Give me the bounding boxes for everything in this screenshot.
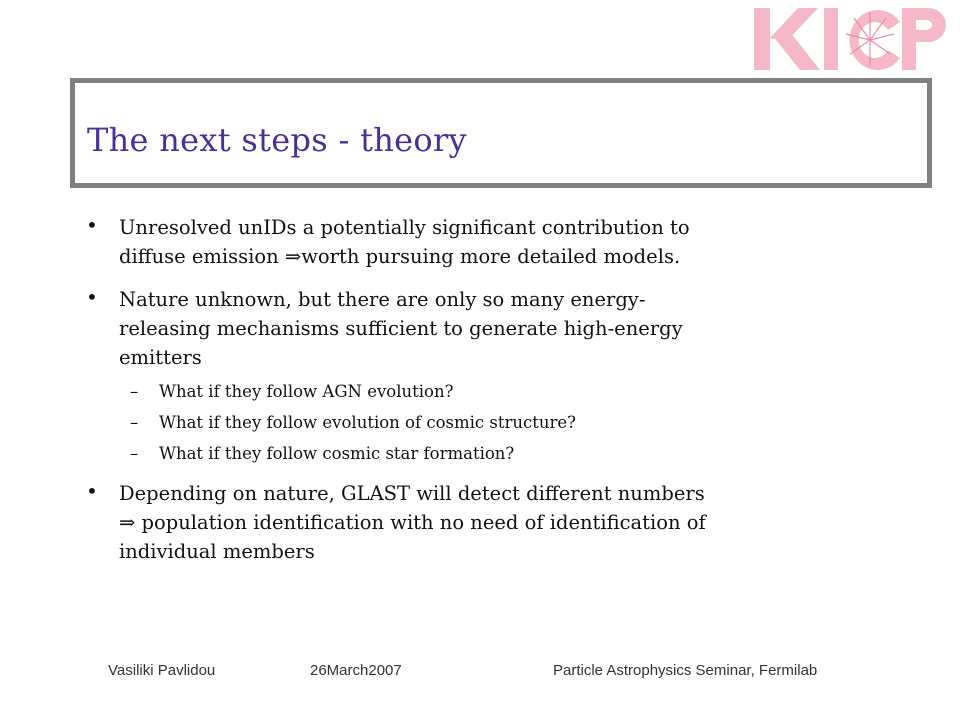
bullet-line: releasing mechanisms sufficient to generate high-energy [119, 317, 683, 340]
bullet-line: ⇒ population identification with no need of identification of [119, 511, 706, 534]
dash-icon: – [130, 382, 139, 401]
bullet-line: Nature unknown, but there are only so many energy- [119, 288, 646, 311]
bullet-item [86, 479, 886, 566]
slide-title: The next steps - theory [87, 121, 467, 159]
sub-bullet-text: What if they follow cosmic star formation? [159, 444, 515, 463]
svg-text:KICP: KICP [750, 0, 753, 1]
bullet-line: diffuse emission ⇒worth pursuing more detailed models. [119, 245, 681, 268]
footer-event: Particle Astrophysics Seminar, Fermilab [553, 662, 818, 679]
kicp-logo [750, 0, 950, 80]
bullet-icon: • [86, 479, 98, 503]
bullet-item [86, 285, 886, 372]
bullet-line: Depending on nature, GLAST will detect different numbers [119, 482, 705, 505]
sub-bullet-item [86, 442, 886, 465]
sub-bullet-text: What if they follow AGN evolution? [159, 382, 454, 401]
sub-bullet-text: What if they follow evolution of cosmic structure? [159, 413, 576, 432]
bullet-line: emitters [119, 346, 202, 369]
bullet-item [86, 213, 886, 271]
dash-icon: – [130, 413, 139, 432]
bullet-line: Unresolved unIDs a potentially significant contribution to [119, 216, 690, 239]
footer-author: Vasiliki Pavlidou [108, 662, 216, 679]
dash-icon: – [130, 444, 139, 463]
bullet-line: individual members [119, 540, 315, 563]
sub-bullet-item [86, 411, 886, 434]
title-frame [70, 78, 932, 188]
bullet-icon: • [86, 285, 98, 309]
bullet-icon: • [86, 213, 98, 237]
footer-date: 26March2007 [310, 662, 402, 679]
bullet-list [86, 213, 886, 566]
sub-bullet-item [86, 380, 886, 403]
